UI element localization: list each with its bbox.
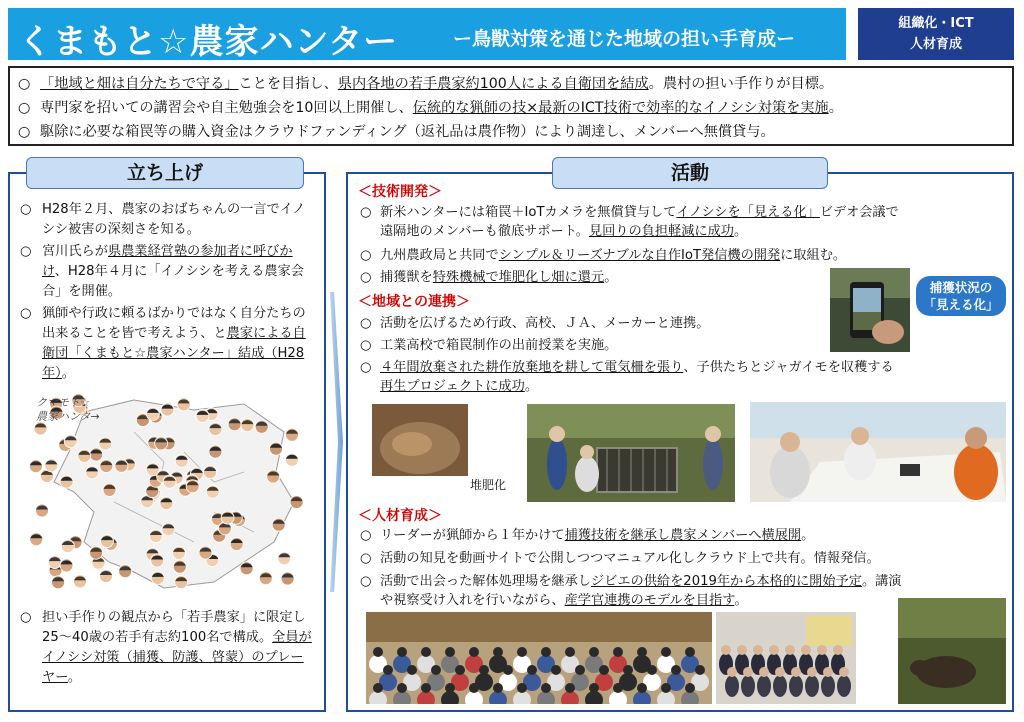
group-member <box>773 675 787 697</box>
startup-item-3-part-a: 猟師や行政に頼るばかりではなく自分たちの出来ることを皆で考えよう、と <box>42 306 306 341</box>
section-human-resources: ＜人材育成＞ <box>358 508 442 524</box>
tech-item-3-part-a: 捕獲獣を <box>380 270 433 285</box>
map-label <box>36 396 100 424</box>
bullet-icon: ○ <box>360 360 372 375</box>
startup-item-4-part-c: 。 <box>67 670 82 685</box>
smartphone-camera-photo <box>830 268 910 352</box>
bullet-icon: ○ <box>20 244 32 259</box>
startup-item-2-part-a: 宮川氏らが <box>42 244 108 259</box>
audience-head <box>493 683 503 693</box>
startup-item-2-part-c: 、H28年４月に「イノシシを考える農家会合」を開催。 <box>42 264 304 299</box>
group-member <box>757 675 771 697</box>
group-member <box>821 675 835 697</box>
wild-boar-photo <box>898 598 1006 704</box>
summary-box <box>8 66 1014 146</box>
hr-item-3 <box>360 572 902 610</box>
bullet-icon: ○ <box>18 124 31 140</box>
tech-item-2-part-c: に取組む。 <box>780 248 847 263</box>
summary-line-1-part-a: 「地域と畑は自分たちで守る」 <box>40 76 239 92</box>
section-community-collab: ＜地域との連携＞ <box>358 294 470 310</box>
group-head <box>785 645 795 655</box>
community-item-3-part-b: 、子供たちとジャガイモを収穫する <box>683 360 894 375</box>
group-head <box>759 667 769 677</box>
hr-item-3-part-d: や視察受け入れを行いながら、 <box>380 593 565 608</box>
summary-line-3-text: 駆除に必要な箱罠等の購入資金はクラウドファンディング（返礼品は農作物）により調達し、メンバーへ無償貸与。 <box>40 124 775 140</box>
community-item-3-part-d: 。 <box>524 379 538 394</box>
community-item-1-text: 活動を広げるため行政、高校、ＪＡ、メーカーと連携。 <box>380 316 710 331</box>
group-head <box>807 667 817 677</box>
startup-item-4 <box>20 608 316 688</box>
bullet-icon: ○ <box>18 76 31 92</box>
tech-item-1-part-c: ビデオ会議で <box>819 205 899 220</box>
summary-line-1-part-c: 県内各地の若手農家約100人による自衛団を結成 <box>337 76 649 92</box>
audience-head <box>383 665 393 675</box>
audience-head <box>637 647 647 657</box>
startup-item-3-text <box>20 304 316 384</box>
bullet-icon: ○ <box>360 528 372 543</box>
map-label-line2: 農家ハンタ→ <box>36 410 100 423</box>
bullet-icon: ○ <box>360 574 372 589</box>
bullet-icon: ○ <box>360 338 372 353</box>
audience-head <box>661 647 671 657</box>
activities-heading: 活動 <box>552 157 828 189</box>
audience-head <box>637 683 647 693</box>
category-tag-line1: 組織化・ICT <box>898 16 974 31</box>
hr-item-3-part-c: 。講演 <box>861 574 902 589</box>
group-head <box>839 667 849 677</box>
community-item-3 <box>360 358 894 396</box>
startup-heading: 立ち上げ <box>26 157 304 189</box>
audience-head <box>445 683 455 693</box>
audience-head <box>469 647 479 657</box>
audience-head <box>551 665 561 675</box>
group-head <box>753 645 763 655</box>
tech-item-1 <box>360 203 899 241</box>
summary-line-1-part-d: 。農村の担い手作りが目標。 <box>648 76 834 92</box>
group-member <box>837 675 851 697</box>
hr-item-3-part-f: 。 <box>734 593 748 608</box>
startup-item-4-part-a: 担い手作りの観点から「若手農家」に限定し25～40歳の若手有志約100名で構成。 <box>42 610 306 645</box>
bullet-icon: ○ <box>360 270 372 285</box>
audience-head <box>685 683 695 693</box>
hr-item-1-part-c: 。 <box>801 528 815 543</box>
group-head <box>817 645 827 655</box>
callout-line1: 捕獲状況の <box>929 280 993 295</box>
group-head <box>801 645 811 655</box>
group-head <box>769 645 779 655</box>
startup-item-4-part-b: 全員がイノシシ対策（捕獲、防護、啓蒙）のプレーヤー <box>42 630 312 685</box>
page-title: くまもと☆農家ハンター <box>18 22 399 62</box>
audience-head <box>397 683 407 693</box>
bullet-icon: ○ <box>360 316 372 331</box>
tech-item-1-part-b: イノシシを「見える化」 <box>676 205 820 220</box>
group-head <box>737 645 747 655</box>
summary-line-2 <box>18 96 1004 120</box>
category-tag-line2: 人材育成 <box>909 37 962 52</box>
tech-item-2-part-a: 九州農政局と共同で <box>380 248 499 263</box>
audience-head <box>589 647 599 657</box>
audience-head <box>421 683 431 693</box>
hr-item-3-part-b: ジビエの供給を2019年から本格的に開始予定 <box>591 574 862 589</box>
audience-head <box>397 647 407 657</box>
title-banner <box>8 8 846 60</box>
section-tech-development: ＜技術開発＞ <box>358 184 442 200</box>
audience-head <box>671 665 681 675</box>
visualization-callout <box>916 276 1006 316</box>
audience-head <box>373 647 383 657</box>
tech-item-3-part-b: 特殊機械で堆肥化し畑に還元 <box>432 270 605 285</box>
tech-item-1-part-e: 見回りの負担軽減に成功 <box>588 224 734 239</box>
startup-item-3-part-c: 。 <box>61 366 75 381</box>
bullet-icon: ○ <box>360 205 372 220</box>
hr-item-1 <box>360 526 814 545</box>
category-tag <box>858 8 1014 60</box>
startup-item-3 <box>20 304 316 384</box>
bullet-icon: ○ <box>20 202 32 217</box>
audience-head <box>613 647 623 657</box>
hr-item-1-part-b: 捕獲技術を継承し農家メンバーへ横展開 <box>564 528 802 543</box>
bullet-icon: ○ <box>20 610 32 625</box>
group-member <box>805 675 819 697</box>
bullet-icon: ○ <box>18 100 31 116</box>
startup-item-2-text <box>20 242 316 302</box>
summary-line-1-part-b: ことを目指し、 <box>238 76 338 92</box>
compost-caption: 堆肥化 <box>470 478 507 492</box>
hr-item-3-part-a: 活動で出会った解体処理場を継承し <box>380 574 591 589</box>
bullet-icon: ○ <box>360 551 372 566</box>
tech-item-3 <box>360 268 617 287</box>
startup-item-1-text: H28年２月、農家のおばちゃんの一言でイノシシ被害の深刻さを知る。 <box>42 202 306 237</box>
audience-head <box>575 665 585 675</box>
audience-head <box>517 683 527 693</box>
group-member <box>725 675 739 697</box>
group-head <box>743 667 753 677</box>
trap-class-photo <box>527 404 735 502</box>
audience-head <box>613 683 623 693</box>
group-head <box>775 667 785 677</box>
summary-line-2-part-b: 伝統的な猟師の技×最新のICT技術で効率的なイノシシ対策を実施 <box>412 100 829 116</box>
flow-arrow <box>328 292 344 592</box>
community-item-2 <box>360 336 617 355</box>
community-item-2-text: 工業高校で箱罠制作の出前授業を実施。 <box>380 338 618 353</box>
map-label-line1: クマモト☆ <box>36 396 90 409</box>
audience-head <box>493 647 503 657</box>
bullet-icon: ○ <box>20 306 32 321</box>
hr-item-2 <box>360 549 880 568</box>
group-photo <box>716 612 856 704</box>
startup-item-1 <box>20 200 316 240</box>
audience-head <box>541 683 551 693</box>
startup-item-2 <box>20 242 316 302</box>
audience-head <box>695 665 705 675</box>
startup-item-3-part-b: 農家による自衛団「くまもと☆農家ハンター」結成（H28年） <box>42 326 306 381</box>
page-subtitle: ー鳥獣対策を通じた地域の担い手育成ー <box>453 28 796 50</box>
callout-line2: 「見える化」 <box>923 297 999 312</box>
group-head <box>727 667 737 677</box>
tech-item-1-part-f: 。 <box>733 224 748 239</box>
group-head <box>721 645 731 655</box>
audience-head <box>565 683 575 693</box>
tech-item-1-part-a: 新米ハンターには箱罠＋IoTカメラを無償貸与して <box>380 205 677 220</box>
summary-line-2-part-c: 。 <box>828 100 843 116</box>
seminar-photo <box>366 612 712 704</box>
summary-line-2-part-a: 専門家を招いての講習会や自主勉強会を10回以上開催し、 <box>40 100 413 116</box>
summary-line-3 <box>18 120 1004 144</box>
startup-item-2-part-b: 県農業経営塾の参加者に呼びかけ <box>42 244 293 279</box>
audience-head <box>421 647 431 657</box>
audience-head <box>589 683 599 693</box>
audience-head <box>373 683 383 693</box>
community-item-3-part-c: 再生プロジェクトに成功 <box>380 379 525 394</box>
audience-head <box>647 665 657 675</box>
audience-head <box>661 683 671 693</box>
audience-head <box>445 647 455 657</box>
tech-item-2-part-b: シンプル＆リーズナブルな自作IoT発信機の開発 <box>498 248 781 263</box>
group-member <box>741 675 755 697</box>
group-member <box>789 675 803 697</box>
community-item-1 <box>360 314 709 333</box>
audience-head <box>455 665 465 675</box>
audience-head <box>599 665 609 675</box>
audience-head <box>503 665 513 675</box>
summary-line-1 <box>18 72 1004 96</box>
group-head <box>833 645 843 655</box>
community-item-3-part-a: ４年間放棄された耕作放棄地を耕して電気柵を張り <box>380 360 684 375</box>
tech-item-3-part-c: 。 <box>604 270 618 285</box>
hr-item-3-part-e: 産学官連携のモデルを目指す <box>564 593 735 608</box>
audience-head <box>469 683 479 693</box>
audience-head <box>431 665 441 675</box>
audience-head <box>527 665 537 675</box>
audience-head <box>541 647 551 657</box>
tech-item-1-part-d: 遠隔地のメンバーも徹底サポート。 <box>380 224 589 239</box>
tech-item-2 <box>360 246 846 265</box>
bullet-icon: ○ <box>360 248 372 263</box>
audience-head <box>623 665 633 675</box>
hr-item-1-part-a: リーダーが猟師から１年かけて <box>380 528 565 543</box>
audience-head <box>479 665 489 675</box>
audience-head <box>517 647 527 657</box>
audience-head <box>685 647 695 657</box>
group-head <box>791 667 801 677</box>
group-head <box>823 667 833 677</box>
startup-item-4-text <box>20 608 316 688</box>
audience-head <box>407 665 417 675</box>
audience-head <box>565 647 575 657</box>
meeting-photo <box>750 402 1006 502</box>
hr-item-2-text: 活動の知見を動画サイトで公開しつつマニュアル化しクラウド上で共有。情報発信。 <box>380 551 880 566</box>
